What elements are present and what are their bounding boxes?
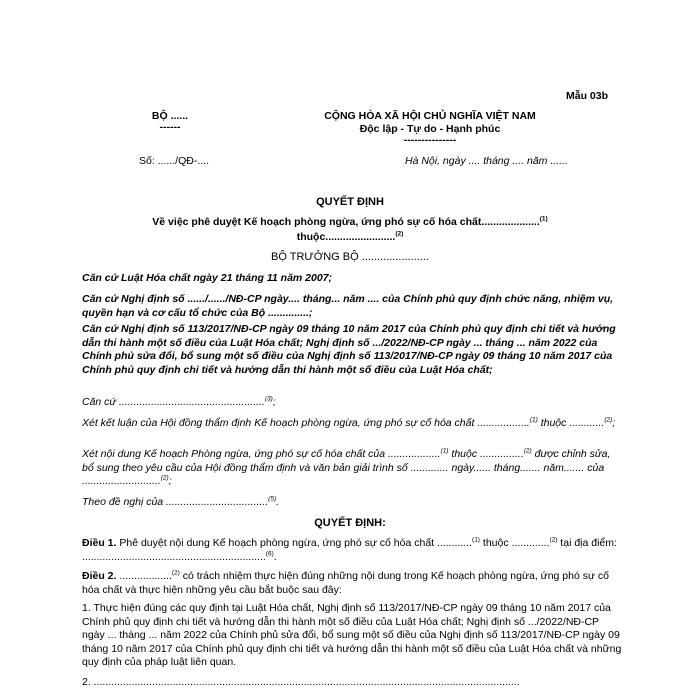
proposal xyxy=(82,496,622,510)
subject-sup-2: (2) xyxy=(395,230,404,238)
place-date: Hà Nội, ngày .... tháng .... năm ...... xyxy=(405,155,568,167)
basis-decree-113: Căn cứ Nghị định số 113/2017/NĐ-CP ngày 09 tháng 10 năm 2017 của Chính phủ quy định chi tiết và hướng dẫn thi hành một số điều của Luật Hóa chất; Nghị định số .../2022/NĐ-CP ngày ... tháng ... năm 2022 của Chính phủ sửa đổi, bổ sung một số điều của Nghị định số 113/2017/NĐ-CP ngày 09 tháng 10 năm 2017 của Chính phủ quy định chi tiết và hướng dẫn thi hành một số điều của Luật Hóa chất; xyxy=(82,323,616,376)
article-2-item-2: 2. .................................................................................................................................................. xyxy=(82,676,520,688)
article-1-sup-3: (6) xyxy=(265,550,274,557)
proposal-text: Theo đề nghị của ................................... xyxy=(82,496,269,508)
article-1-sup-1: (1) xyxy=(472,536,480,544)
nation-dash: --------------- xyxy=(403,134,457,146)
decision-heading: QUYẾT ĐỊNH: xyxy=(314,517,386,529)
consider-council-sup-2: (2) xyxy=(604,416,613,424)
article-2-text: .................. xyxy=(116,570,172,582)
consider-plan-text: Xét nội dung Kế hoạch Phòng ngừa, ứng phó sự cố hóa chất của .................. xyxy=(82,448,441,460)
subject-text-2: thuộc........................ xyxy=(296,231,396,243)
consider-plan-sup-3: (2) xyxy=(160,474,169,482)
ministry-dash: ------ xyxy=(159,121,181,133)
article-1-tail: . xyxy=(273,550,277,563)
nation-motto: Độc lập - Tự do - Hạnh phúc xyxy=(359,123,501,135)
basis-other-text: Căn cứ .................................................. xyxy=(82,396,265,408)
doc-number: Số: ....../QĐ-.... xyxy=(139,155,210,167)
consider-council-text-2: thuộc ............ xyxy=(537,417,605,429)
article-1-text-2: thuộc ............. xyxy=(479,537,550,549)
consider-council-text: Xét kết luận của Hội đồng thẩm định Kế hoạch phòng ngừa, ứng phó sự cố hóa chất .................. xyxy=(82,417,530,429)
subject-sup-1: (1) xyxy=(539,215,548,223)
consider-council xyxy=(82,417,622,431)
article-1 xyxy=(82,537,622,564)
basis-other-sup: (3) xyxy=(264,395,273,403)
article-2 xyxy=(82,570,622,597)
consider-plan xyxy=(82,448,622,489)
article-2-item-1: 1. Thực hiện đúng các quy định tại Luật Hóa chất, Nghị định số 113/2017/NĐ-CP ngày 09 tháng 10 năm 2017 của Chính phủ quy định chi tiết và hướng dẫn thi hành một số điều của Luật Hóa chất; Nghị định số .../2022/NĐ-CP ngày ... tháng ... năm 2022 của Chính phủ sửa đổi, bổ sung một số điều của Nghị định số 113/2017/NĐ-CP ngày 09 tháng 10 năm 2017 của Chính phủ quy định chi tiết và hướng dẫn thi hành một số điều của Luật Hóa chất và những quy định của pháp luật liên quan. xyxy=(82,602,622,668)
consider-plan-text-3: được chỉnh sửa, bổ sung theo yêu cầu của Hội đồng thẩm định và văn bản giải trình số ............. ngày...... tháng....... năm....... của ........................... xyxy=(82,448,611,487)
article-1-text-3: tại địa điểm: ............................................................... xyxy=(82,537,617,563)
consider-council-sup-1: (1) xyxy=(529,416,538,424)
consider-plan-sup-2: (2) xyxy=(523,447,532,455)
doc-title: QUYẾT ĐỊNH xyxy=(316,196,384,208)
article-2-text-2: có trách nhiệm thực hiện đúng những nội dung trong Kế hoạch phòng ngừa, ứng phó sự cố hóa chất và thực hiện những yêu cầu bắt buộc sau đây: xyxy=(82,570,610,596)
article-1-label: Điều 1. xyxy=(82,537,117,549)
consider-plan-tail: ; xyxy=(168,475,172,487)
consider-council-tail: ; xyxy=(612,417,616,429)
article-2-label: Điều 2. xyxy=(82,570,117,582)
nation-title: CỘNG HÒA XÃ HỘI CHỦ NGHĨA VIỆT NAM xyxy=(324,110,536,122)
subject-line-2 xyxy=(0,231,700,243)
article-2-sup: (2) xyxy=(171,569,180,577)
article-1-sup-2: (2) xyxy=(549,536,558,544)
subject-text-1: Về việc phê duyệt Kế hoạch phòng ngừa, ứng phó sự cố hóa chất.................... xyxy=(152,216,540,228)
nation-block xyxy=(300,110,560,145)
proposal-sup: (5) xyxy=(268,495,277,503)
consider-plan-text-2: thuộc ............... xyxy=(448,448,524,460)
ministry-block xyxy=(130,110,210,132)
article-1-text: Phê duyệt nội dung Kế hoạch phòng ngừa, ứng phó sự cố hóa chất ............ xyxy=(116,537,473,549)
ministry-name: BỘ ...... xyxy=(151,110,189,122)
basis-other xyxy=(82,396,622,410)
proposal-tail: . xyxy=(276,496,280,508)
basis-other-tail: ; xyxy=(272,396,276,408)
authority: BỘ TRƯỞNG BỘ ...................... xyxy=(271,251,429,263)
basis-decree-ministry: Căn cứ Nghị định số ....../....../NĐ-CP ngày.... tháng... năm .... của Chính phủ quy định chức năng, nhiệm vụ, quyền hạn và cơ cấu tổ chức của Bộ ..............; xyxy=(82,293,614,319)
subject-line-1 xyxy=(0,216,700,228)
consider-plan-sup-1: (1) xyxy=(440,447,449,455)
form-code: Mẫu 03b xyxy=(566,90,609,102)
basis-law: Căn cứ Luật Hóa chất ngày 21 tháng 11 năm 2007; xyxy=(82,272,333,284)
